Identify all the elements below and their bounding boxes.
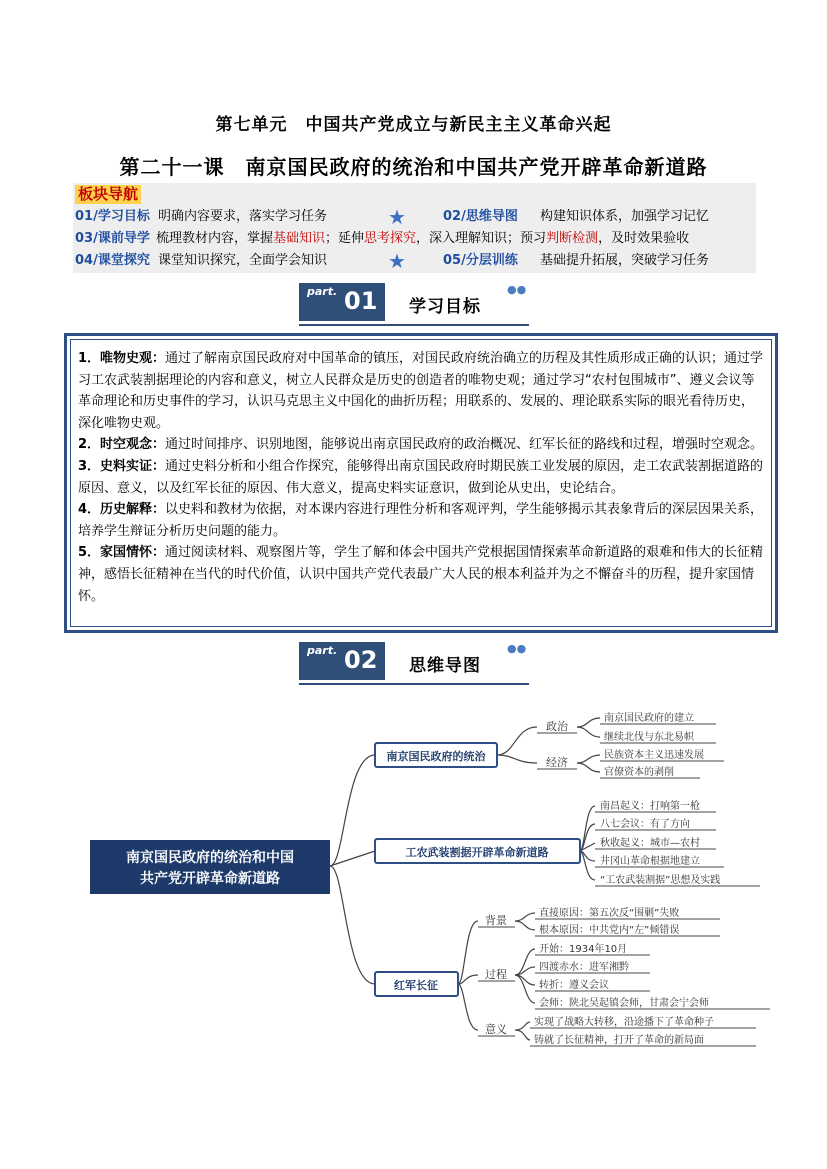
unit-title: 第七单元 中国共产党成立与新民主主义革命兴起 (215, 115, 612, 135)
mind-map-leaf: 南昌起义：打响第一枪 (600, 801, 700, 812)
part-label: 学习目标 (409, 297, 481, 317)
goal-text: 通过了解南京国民政府对中国革命的镇压，对国民政府统治确立的历程及其性质形成正确的认识；通过学习工农武装割据理论的内容和意义，树立人民群众是历史的创造者的唯物史观；通过学习“农村包围城市”、遵义会议等革命理论和历史事件的学习，认识马克思主义中国化的曲折历程；用联系的、发展的、理论联系实际的眼光看待历史，深化唯物史观。 (78, 351, 764, 431)
goal-text: 以史料和教材为依据，对本课内容进行理性分析和客观评判，学生能够揭示其表象背后的深层因果关系，培养学生辩证分析历史问题的能力。 (78, 502, 764, 539)
lesson-title: 第二十一课 南京国民政府的统治和中国共产党开辟革命新道路 (119, 155, 708, 179)
mind-map-root-line-2: 共产党开辟革命新道路 (140, 871, 280, 887)
mind-map-sub-node: 经济 (546, 756, 568, 769)
mind-map-leaf: 民族资本主义迅速发展 (604, 750, 704, 761)
nav-link-training[interactable]: 05/分层训练 (443, 253, 518, 268)
part-prefix: part. (307, 644, 338, 657)
nav-text-goals: 明确内容要求，落实学习任务 (157, 209, 327, 224)
nav-text-preview-g: ，及时效果验收 (598, 231, 690, 246)
mind-map-leaf: 南京国民政府的建立 (604, 713, 694, 724)
mind-map-leaf: 开始：1934年10月 (539, 944, 628, 955)
goal-heading: 5．家国情怀： (78, 545, 166, 561)
part-label: 思维导图 (409, 656, 481, 676)
nav-text-preview-a: 梳理教材内容，掌握 (155, 231, 273, 246)
nav-link-goals[interactable]: 01/学习目标 (75, 209, 150, 224)
mind-map-branch-1: 南京国民政府的统治 (386, 750, 486, 763)
goal-text: 通过史料分析和小组合作探究，能够得出南京国民政府时期民族工业发展的原因，走工农武装割据道路的原因、意义，以及红军长征的原因、伟大意义，提高史料实证意识，做到论从史出，史论结合。 (78, 458, 764, 496)
nav-link-classroom[interactable]: 04/课堂探究 (75, 253, 150, 268)
part-number: 01 (344, 287, 378, 315)
mind-map-leaf: 转折：遵义会议 (539, 980, 609, 991)
nav-highlight-check: 判断检测 (546, 231, 599, 246)
mind-map-leaf: 四渡赤水：进军湘黔 (539, 962, 629, 973)
nav-text-training: 基础提升拓展，突破学习任务 (539, 253, 709, 268)
goal-heading: 2．时空观念： (78, 437, 166, 453)
mind-map-leaf: 根本原因：中共党内“左”倾错误 (539, 925, 680, 936)
goal-text: 通过阅读材料、观察图片等，学生了解和体会中国共产党根据国情探索革命新道路的艰难和伟大的长征精神，感悟长征精神在当代的时代价值，认识中国共产党代表最广大人民的根本利益并为之不懈奋斗的历程，提升家国情怀。 (78, 545, 764, 604)
nav-link-preview[interactable]: 03/课前导学 (75, 231, 150, 246)
nav-text-preview-e: ，深入理解知识；预习 (416, 231, 547, 246)
drops-icon: ●● (507, 642, 527, 655)
nav-highlight-basic: 基础知识 (273, 231, 326, 246)
mind-map-branch-2: 工农武装割据开辟革命新道路 (405, 846, 549, 859)
part-prefix: part. (307, 285, 338, 298)
mind-map-sub-node: 背景 (485, 914, 507, 927)
mind-map-leaf: 会师：陕北吴起镇会师，甘肃会宁会师 (539, 998, 709, 1009)
mind-map-sub-node: 意义 (485, 1023, 507, 1036)
mind-map-leaf: 官僚资本的剥削 (604, 767, 674, 778)
nav-text-mindmap: 构建知识体系，加强学习记忆 (539, 209, 709, 224)
mind-map-root-line-1: 南京国民政府的统治和中国 (126, 850, 294, 866)
mind-map-branch-3: 红军长征 (394, 979, 438, 992)
mind-map-leaf: 继续北伐与东北易帜 (604, 732, 694, 743)
nav-text-classroom: 课堂知识探究，全面学会知识 (157, 253, 327, 268)
mind-map-leaf: 井冈山革命根据地建立 (600, 856, 700, 867)
nav-text-preview-c: ；延伸 (325, 231, 365, 246)
drops-icon: ●● (507, 283, 527, 296)
mind-map-leaf: 八七会议：有了方向 (600, 819, 690, 830)
mind-map-leaf: 实现了战略大转移，沿途播下了革命种子 (534, 1017, 714, 1028)
nav-highlight-explore: 思考探究 (364, 231, 417, 246)
goal-text: 通过时间排序、识别地图，能够说出南京国民政府的政治概况、红军长征的路线和过程，增强时空观念。 (165, 437, 764, 453)
nav-link-mindmap[interactable]: 02/思维导图 (443, 209, 518, 224)
star-icon: ★ (388, 205, 406, 229)
star-icon: ★ (388, 249, 406, 273)
mind-map-leaf: 铸就了长征精神，打开了革命的新局面 (534, 1035, 704, 1046)
mind-map-sub-node: 过程 (485, 968, 507, 981)
mind-map-leaf: “工农武装割据”思想及实践 (600, 875, 721, 886)
part-number: 02 (344, 646, 378, 674)
goal-heading: 3．史料实证： (78, 458, 166, 474)
goal-heading: 4．历史解释： (78, 502, 166, 518)
goal-heading: 1．唯物史观： (78, 351, 166, 366)
section-nav-heading: 板块导航 (75, 185, 141, 204)
mind-map-sub-node: 政治 (546, 720, 568, 733)
mind-map-leaf: 直接原因：第五次反“围剿”失败 (539, 908, 680, 919)
mind-map-leaf: 秋收起义：城市—农村 (600, 838, 700, 849)
